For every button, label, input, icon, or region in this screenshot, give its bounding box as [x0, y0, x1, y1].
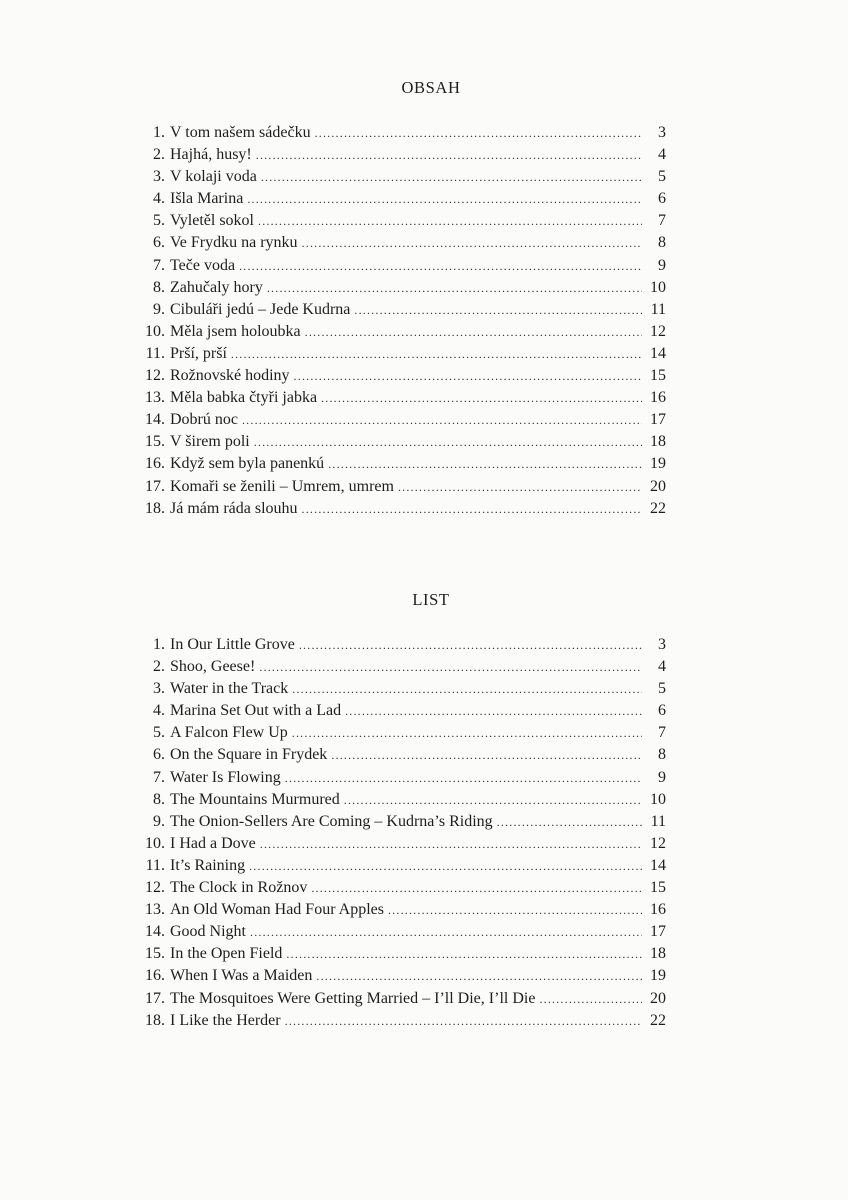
dot-leader: [285, 1010, 642, 1032]
dot-leader: [497, 811, 642, 833]
entry-page-number: 5: [658, 168, 666, 186]
entry-page-number: 15: [650, 367, 666, 385]
dot-leader: [344, 789, 642, 811]
entry-title-leader: [170, 855, 642, 877]
entry-title: Ve Frydku na rynku: [170, 234, 298, 252]
dot-leader: [260, 833, 642, 855]
entry-page-number: 11: [650, 812, 666, 830]
entry-number: 6.: [153, 234, 165, 252]
entry-page-number: 12: [650, 322, 666, 340]
entry-title-leader: [170, 476, 642, 498]
entry-page-number: 19: [650, 967, 666, 985]
entry-page-number: 20: [650, 477, 666, 495]
dot-leader: [258, 210, 642, 232]
dot-leader: [302, 498, 642, 520]
entry-title: In Our Little Grove: [170, 636, 295, 653]
entry-title: It’s Raining: [170, 856, 246, 874]
entry-number: 5.: [153, 212, 165, 230]
entry-number: 5.: [153, 724, 165, 742]
entry-page-number: 8: [658, 746, 666, 764]
entry-title-leader: [170, 943, 642, 965]
entry-page-number: 18: [650, 945, 666, 963]
entry-number: 18.: [145, 1011, 165, 1029]
entry-number: 4.: [153, 190, 165, 208]
entry-number: 7.: [153, 256, 165, 274]
entry-title-leader: [170, 656, 642, 678]
entry-page-number: 16: [650, 901, 666, 919]
entry-title: V tom našem sádečku: [170, 124, 311, 141]
dot-leader: [247, 188, 642, 210]
entry-page-number: 19: [650, 455, 666, 473]
entry-title: A Falcon Flew Up: [170, 724, 288, 742]
dot-leader: [311, 877, 642, 899]
toc-entry: [0, 1010, 848, 1032]
entry-title-leader: [170, 299, 642, 321]
toc-entry: [0, 855, 848, 877]
entry-title-leader: [170, 899, 642, 921]
dot-leader: [256, 144, 642, 166]
entry-number: 4.: [153, 702, 165, 720]
toc-entry: [0, 789, 848, 811]
toc-entry: [0, 255, 848, 277]
entry-title: The Onion-Sellers Are Coming – Kudrna’s Riding: [170, 812, 493, 830]
entry-page-number: 17: [650, 923, 666, 941]
entry-title: Teče voda: [170, 256, 236, 274]
entry-title-leader: [170, 365, 642, 387]
entry-page-number: 9: [658, 256, 666, 274]
entry-number: 8.: [153, 790, 165, 808]
entry-title-leader: [170, 232, 642, 254]
entry-number: 12.: [145, 367, 165, 385]
toc-entry: [0, 409, 848, 431]
toc-entry: [0, 921, 848, 943]
dot-leader: [316, 965, 642, 987]
entry-title: Zahučaly hory: [170, 278, 263, 296]
entry-page-number: 15: [650, 879, 666, 897]
entry-title-leader: [170, 921, 642, 943]
entry-title-leader: [170, 1010, 642, 1032]
dot-leader: [388, 899, 642, 921]
entry-title-leader: [170, 255, 642, 277]
dot-leader: [302, 232, 642, 254]
entry-title-leader: [170, 811, 642, 833]
entry-number: 11.: [145, 856, 165, 874]
entry-page-number: 3: [658, 124, 666, 141]
toc-entry: [0, 210, 848, 232]
entry-number: 14.: [145, 923, 165, 941]
entry-number: 13.: [145, 389, 165, 407]
dot-leader: [254, 431, 642, 453]
dot-leader: [398, 476, 642, 498]
toc-entry: [0, 453, 848, 475]
entry-title: Išla Marina: [170, 190, 244, 208]
dot-leader: [261, 166, 642, 188]
entry-number: 10.: [145, 834, 165, 852]
toc-entry: [0, 232, 848, 254]
entry-page-number: 16: [650, 389, 666, 407]
entry-title-leader: [170, 210, 642, 232]
entry-title: Marina Set Out with a Lad: [170, 702, 342, 720]
entry-number: 7.: [153, 768, 165, 786]
dot-leader: [286, 943, 642, 965]
entry-title-leader: [170, 431, 642, 453]
entry-number: 17.: [145, 989, 165, 1007]
entry-title: Shoo, Geese!: [170, 658, 256, 676]
entry-number: 16.: [145, 455, 165, 473]
entry-title: Komaři se ženili – Umrem, umrem: [170, 477, 394, 495]
entry-title: The Clock in Rožnov: [170, 879, 308, 897]
entry-number: 3.: [153, 680, 165, 698]
entry-title: I Had a Dove: [170, 834, 256, 852]
entry-page-number: 3: [658, 636, 666, 653]
entry-title-leader: [170, 744, 642, 766]
toc-entry: [0, 144, 848, 166]
toc-entry: [0, 833, 848, 855]
entry-title: Water Is Flowing: [170, 768, 281, 786]
toc-entry: [0, 700, 848, 722]
entry-number: 17.: [145, 477, 165, 495]
dot-leader: [354, 299, 642, 321]
entry-page-number: 22: [650, 499, 666, 517]
entry-number: 10.: [145, 322, 165, 340]
entry-page-number: 17: [650, 411, 666, 429]
dot-leader: [328, 453, 642, 475]
obsah-section: [0, 76, 848, 520]
entry-title: Prší, prší: [170, 344, 227, 362]
entry-title: Měla babka čtyři jabka: [170, 389, 318, 407]
entry-title-leader: [170, 387, 642, 409]
dot-leader: [299, 634, 642, 656]
entry-number: 6.: [153, 746, 165, 764]
entry-title: Good Night: [170, 923, 246, 941]
entry-title: Já mám ráda slouhu: [170, 499, 298, 517]
entry-page-number: 7: [658, 212, 666, 230]
entry-title: Vyletěl sokol: [170, 212, 254, 230]
dot-leader: [345, 700, 642, 722]
dot-leader: [331, 744, 642, 766]
entry-title-leader: [170, 277, 642, 299]
toc-entry: [0, 166, 848, 188]
obsah-heading: OBSAH: [401, 78, 461, 97]
toc-entry: [0, 634, 848, 656]
dot-leader: [239, 255, 642, 277]
entry-page-number: 9: [658, 768, 666, 786]
entry-number: 1.: [153, 124, 165, 141]
toc-entry: [0, 943, 848, 965]
dot-leader: [242, 409, 642, 431]
entry-title-leader: [170, 722, 642, 744]
entry-title: V kolaji voda: [170, 168, 257, 186]
entry-title: Hajhá, husy!: [170, 146, 252, 164]
toc-entry: [0, 767, 848, 789]
entry-title-leader: [170, 965, 642, 987]
entry-title-leader: [170, 988, 642, 1010]
toc-entry: [0, 343, 848, 365]
entry-page-number: 7: [658, 724, 666, 742]
entry-title-leader: [170, 789, 642, 811]
toc-entry: [0, 122, 848, 144]
entry-title: V širem poli: [170, 433, 250, 451]
toc-entry: [0, 299, 848, 321]
toc-entry: [0, 431, 848, 453]
entry-page-number: 14: [650, 344, 666, 362]
entry-number: 14.: [145, 411, 165, 429]
toc-entry: [0, 498, 848, 520]
entry-title: Měla jsem holoubka: [170, 322, 301, 340]
list-heading: LIST: [412, 590, 450, 609]
entry-title-leader: [170, 321, 642, 343]
toc-entry: [0, 899, 848, 921]
toc-entry: [0, 656, 848, 678]
dot-leader: [315, 122, 642, 144]
entry-title: An Old Woman Had Four Apples: [170, 901, 384, 919]
entry-title-leader: [170, 343, 642, 365]
toc-entry: [0, 877, 848, 899]
entry-title-leader: [170, 767, 642, 789]
entry-page-number: 10: [650, 278, 666, 296]
entry-number: 16.: [145, 967, 165, 985]
obsah-toc-list: [0, 122, 848, 520]
dot-leader: [267, 277, 642, 299]
entry-number: 18.: [145, 499, 165, 517]
toc-entry: [0, 476, 848, 498]
entry-page-number: 20: [650, 989, 666, 1007]
entry-title-leader: [170, 409, 642, 431]
entry-number: 1.: [153, 636, 165, 653]
entry-title: Dobrú noc: [170, 411, 238, 429]
entry-number: 2.: [153, 146, 165, 164]
toc-entry: [0, 988, 848, 1010]
entry-number: 8.: [153, 278, 165, 296]
entry-title: On the Square in Frydek: [170, 746, 328, 764]
entry-title: In the Open Field: [170, 945, 283, 963]
dot-leader: [292, 722, 642, 744]
dot-leader: [321, 387, 642, 409]
entry-title-leader: [170, 144, 642, 166]
entry-title: The Mountains Murmured: [170, 790, 340, 808]
entry-title-leader: [170, 166, 642, 188]
dot-leader: [259, 656, 642, 678]
entry-title: Cibuláři jedú – Jede Kudrna: [170, 300, 351, 318]
toc-entry: [0, 722, 848, 744]
toc-entry: [0, 744, 848, 766]
entry-title: Rožnovské hodiny: [170, 367, 290, 385]
entry-number: 15.: [145, 433, 165, 451]
dot-leader: [305, 321, 642, 343]
entry-number: 11.: [145, 344, 165, 362]
entry-title-leader: [170, 453, 642, 475]
entry-page-number: 10: [650, 790, 666, 808]
entry-page-number: 6: [658, 190, 666, 208]
entry-page-number: 14: [650, 856, 666, 874]
entry-number: 9.: [153, 300, 165, 318]
entry-title-leader: [170, 122, 642, 144]
entry-title: Když sem byla panenkú: [170, 455, 325, 473]
entry-title: The Mosquitoes Were Getting Married – I’ll Die, I’ll Die: [170, 989, 536, 1007]
entry-title-leader: [170, 700, 642, 722]
entry-number: 15.: [145, 945, 165, 963]
dot-leader: [249, 855, 642, 877]
entry-number: 2.: [153, 658, 165, 676]
toc-entry: [0, 188, 848, 210]
dot-leader: [231, 343, 642, 365]
entry-number: 9.: [153, 812, 165, 830]
toc-entry: [0, 321, 848, 343]
entry-title: I Like the Herder: [170, 1011, 281, 1029]
entry-number: 3.: [153, 168, 165, 186]
dot-leader: [250, 921, 642, 943]
dot-leader: [294, 365, 642, 387]
dot-leader: [285, 767, 642, 789]
entry-title-leader: [170, 634, 642, 656]
entry-page-number: 12: [650, 834, 666, 852]
entry-page-number: 4: [658, 658, 666, 676]
toc-entry: [0, 965, 848, 987]
entry-number: 13.: [145, 901, 165, 919]
entry-number: 12.: [145, 879, 165, 897]
toc-entry: [0, 678, 848, 700]
entry-page-number: 8: [658, 234, 666, 252]
entry-title-leader: [170, 833, 642, 855]
entry-page-number: 4: [658, 146, 666, 164]
toc-entry: [0, 811, 848, 833]
entry-title: Water in the Track: [170, 680, 289, 698]
list-toc-list: [0, 634, 848, 1032]
entry-title-leader: [170, 877, 642, 899]
entry-title-leader: [170, 498, 642, 520]
toc-entry: [0, 277, 848, 299]
list-section: [0, 588, 848, 1032]
toc-entry: [0, 365, 848, 387]
toc-entry: [0, 387, 848, 409]
dot-leader: [539, 988, 642, 1010]
entry-page-number: 18: [650, 433, 666, 451]
entry-page-number: 22: [650, 1011, 666, 1029]
entry-page-number: 11: [650, 300, 666, 318]
entry-title-leader: [170, 188, 642, 210]
entry-title: When I Was a Maiden: [170, 967, 313, 985]
entry-page-number: 5: [658, 680, 666, 698]
entry-title-leader: [170, 678, 642, 700]
entry-page-number: 6: [658, 702, 666, 720]
dot-leader: [292, 678, 642, 700]
